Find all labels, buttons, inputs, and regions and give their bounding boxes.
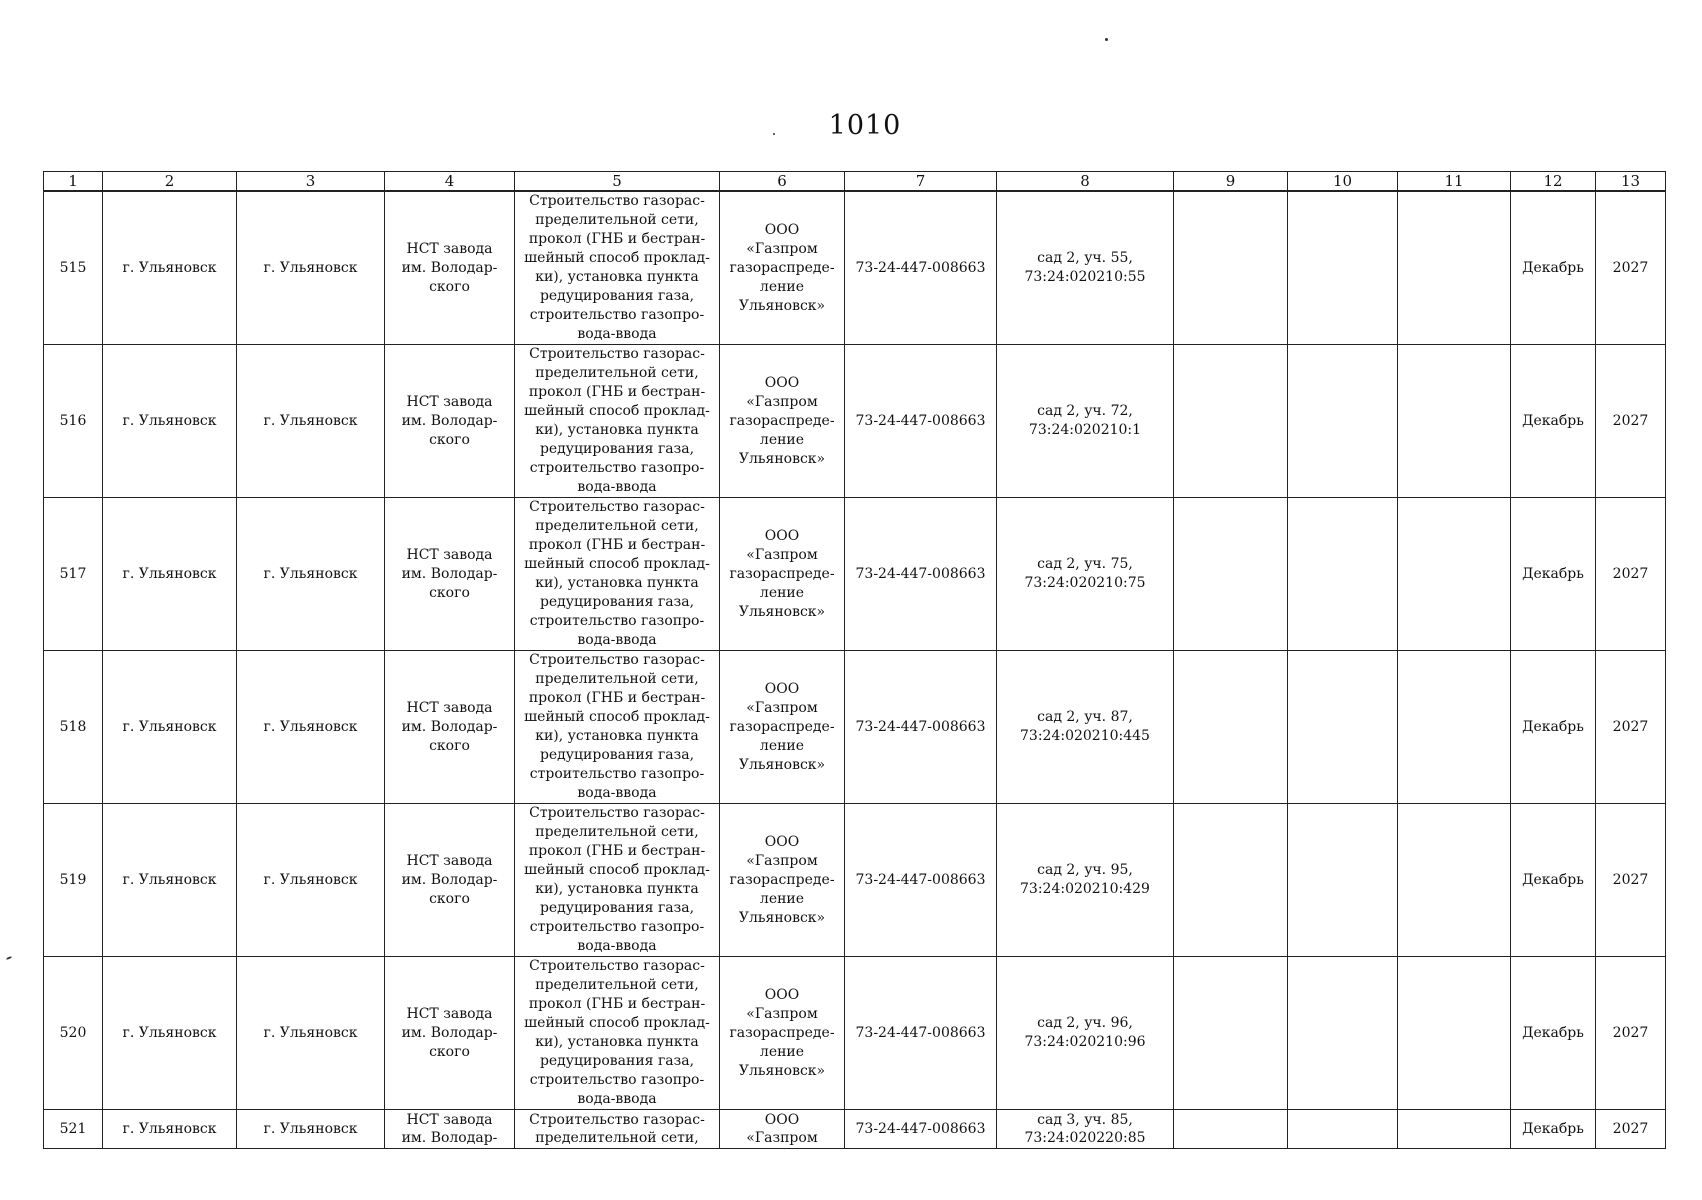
cell-row-number: 521 [44,1110,103,1149]
cell-col-11 [1398,804,1511,957]
cell-municipality: г. Ульяновск [237,1110,385,1149]
cell-municipality: г. Ульяновск [237,651,385,804]
cell-organization: ООО «Газпром газораспреде- ление Ульяновск» [720,191,845,345]
table-row [44,498,1666,651]
cell-plot-cadastral: сад 2, уч. 72, 73:24:020210:1 [997,345,1174,498]
cell-work-description: Строительство газорас- пределительной сети, прокол (ГНБ и бестран- шейный способ проклад- ки), установка пункта редуцирования газа, строительство газопро- вода-ввода [515,345,720,498]
cell-col-10 [1288,957,1398,1110]
column-header-6: 6 [720,172,845,192]
table-row [44,1110,1666,1149]
cell-month: Декабрь [1511,804,1596,957]
cell-col-9 [1174,498,1288,651]
cell-plot-cadastral: сад 2, уч. 75, 73:24:020210:75 [997,498,1174,651]
cell-program-code: 73-24-447-008663 [845,651,997,804]
cell-col-10 [1288,345,1398,498]
cell-row-number: 516 [44,345,103,498]
cell-work-description: Строительство газорас- пределительной сети, прокол (ГНБ и бестран- шейный способ проклад- ки), установка пункта редуцирования газа, строительство газопро- вода-ввода [515,191,720,345]
column-header-1: 1 [44,172,103,192]
column-header-8: 8 [997,172,1174,192]
column-header-7: 7 [845,172,997,192]
cell-program-code: 73-24-447-008663 [845,498,997,651]
cell-plot-cadastral [997,1110,1174,1149]
cell-col-9 [1174,957,1288,1110]
cell-month: Декабрь [1511,651,1596,804]
cell-col-11 [1398,191,1511,345]
cell-region: г. Ульяновск [103,957,237,1110]
cell-year: 2027 [1596,1110,1666,1149]
cell-municipality: г. Ульяновск [237,957,385,1110]
cell-col-11 [1398,651,1511,804]
cell-region: г. Ульяновск [103,804,237,957]
cell-settlement: НСТ завода им. Володар- ского [385,191,515,345]
cell-col-9 [1174,651,1288,804]
cell-col-11 [1398,345,1511,498]
cell-municipality: г. Ульяновск [237,804,385,957]
cell-text-organization: ООО «Газпром [746,1112,818,1146]
cell-settlement: НСТ завода им. Володар- ского [385,957,515,1110]
cell-row-number: 520 [44,957,103,1110]
table-row [44,651,1666,804]
cell-organization [720,1110,845,1149]
column-header-3: 3 [237,172,385,192]
cell-month: Декабрь [1511,1110,1596,1149]
cell-region: г. Ульяновск [103,191,237,345]
cell-settlement: НСТ завода им. Володар- ского [385,345,515,498]
cell-plot-cadastral: сад 2, уч. 95, 73:24:020210:429 [997,804,1174,957]
column-header-10: 10 [1288,172,1398,192]
cell-program-code: 73-24-447-008663 [845,345,997,498]
cell-col-10 [1288,651,1398,804]
scan-speck [6,956,12,960]
cell-col-10 [1288,498,1398,651]
cell-plot-cadastral: сад 2, уч. 87, 73:24:020210:445 [997,651,1174,804]
cell-plot-cadastral: сад 2, уч. 55, 73:24:020210:55 [997,191,1174,345]
cell-plot-cadastral: сад 2, уч. 96, 73:24:020210:96 [997,957,1174,1110]
cell-col-9 [1174,1110,1288,1149]
cell-settlement [385,1110,515,1149]
cell-text-plot-cadastral: сад 3, уч. 85, 73:24:020220:85 [1024,1112,1146,1146]
cell-region: г. Ульяновск [103,651,237,804]
cell-year: 2027 [1596,191,1666,345]
header-row [44,172,1666,192]
table-body [44,191,1666,1149]
column-header-4: 4 [385,172,515,192]
cell-settlement: НСТ завода им. Володар- ского [385,651,515,804]
cell-municipality: г. Ульяновск [237,191,385,345]
cell-program-code: 73-24-447-008663 [845,1110,997,1149]
cell-year: 2027 [1596,498,1666,651]
cell-col-10 [1288,1110,1398,1149]
cell-region: г. Ульяновск [103,1110,237,1149]
cell-col-9 [1174,804,1288,957]
cell-program-code: 73-24-447-008663 [845,804,997,957]
cell-row-number: 518 [44,651,103,804]
column-header-13: 13 [1596,172,1666,192]
cell-work-description: Строительство газорас- пределительной сети, прокол (ГНБ и бестран- шейный способ проклад- ки), установка пункта редуцирования газа, строительство газопро- вода-ввода [515,498,720,651]
column-header-9: 9 [1174,172,1288,192]
cell-row-number: 517 [44,498,103,651]
page-number: 1010 [828,110,902,141]
cell-month: Декабрь [1511,345,1596,498]
cell-row-number: 519 [44,804,103,957]
cell-text-settlement: НСТ завода им. Володар- [401,1112,498,1146]
cell-year: 2027 [1596,345,1666,498]
table-row [44,804,1666,957]
cell-work-description: Строительство газорас- пределительной сети, прокол (ГНБ и бестран- шейный способ проклад- ки), установка пункта редуцирования газа, строительство газопро- вода-ввода [515,957,720,1110]
table-row [44,345,1666,498]
cell-region: г. Ульяновск [103,498,237,651]
cell-col-10 [1288,804,1398,957]
cell-row-number: 515 [44,191,103,345]
cell-text-work-description: Строительство газорас- пределительной сети, [529,1112,705,1146]
cell-organization: ООО «Газпром газораспреде- ление Ульяновск» [720,345,845,498]
cell-year: 2027 [1596,804,1666,957]
cell-col-9 [1174,191,1288,345]
cell-col-11 [1398,957,1511,1110]
cell-work-description: Строительство газорас- пределительной сети, прокол (ГНБ и бестран- шейный способ проклад- ки), установка пункта редуцирования газа, строительство газопро- вода-ввода [515,804,720,957]
cell-work-description: Строительство газорас- пределительной сети, прокол (ГНБ и бестран- шейный способ проклад- ки), установка пункта редуцирования газа, строительство газопро- вода-ввода [515,651,720,804]
cell-region: г. Ульяновск [103,345,237,498]
cell-municipality: г. Ульяновск [237,498,385,651]
column-header-2: 2 [103,172,237,192]
cell-program-code: 73-24-447-008663 [845,957,997,1110]
cell-organization: ООО «Газпром газораспреде- ление Ульяновск» [720,498,845,651]
cell-month: Декабрь [1511,191,1596,345]
cell-month: Декабрь [1511,498,1596,651]
cell-organization: ООО «Газпром газораспреде- ление Ульяновск» [720,804,845,957]
cell-organization: ООО «Газпром газораспреде- ление Ульяновск» [720,957,845,1110]
cell-col-9 [1174,345,1288,498]
cell-month: Декабрь [1511,957,1596,1110]
cell-year: 2027 [1596,651,1666,804]
scan-speck [1105,38,1108,41]
cell-settlement: НСТ завода им. Володар- ского [385,498,515,651]
table-row [44,191,1666,345]
document-table [43,171,1666,1149]
column-header-12: 12 [1511,172,1596,192]
cell-year: 2027 [1596,957,1666,1110]
cell-col-10 [1288,191,1398,345]
column-header-5: 5 [515,172,720,192]
cell-work-description [515,1110,720,1149]
cell-organization: ООО «Газпром газораспреде- ление Ульяновск» [720,651,845,804]
cell-municipality: г. Ульяновск [237,345,385,498]
cell-settlement: НСТ завода им. Володар- ского [385,804,515,957]
cell-col-11 [1398,1110,1511,1149]
cell-col-11 [1398,498,1511,651]
column-header-11: 11 [1398,172,1511,192]
cell-program-code: 73-24-447-008663 [845,191,997,345]
table-row [44,957,1666,1110]
